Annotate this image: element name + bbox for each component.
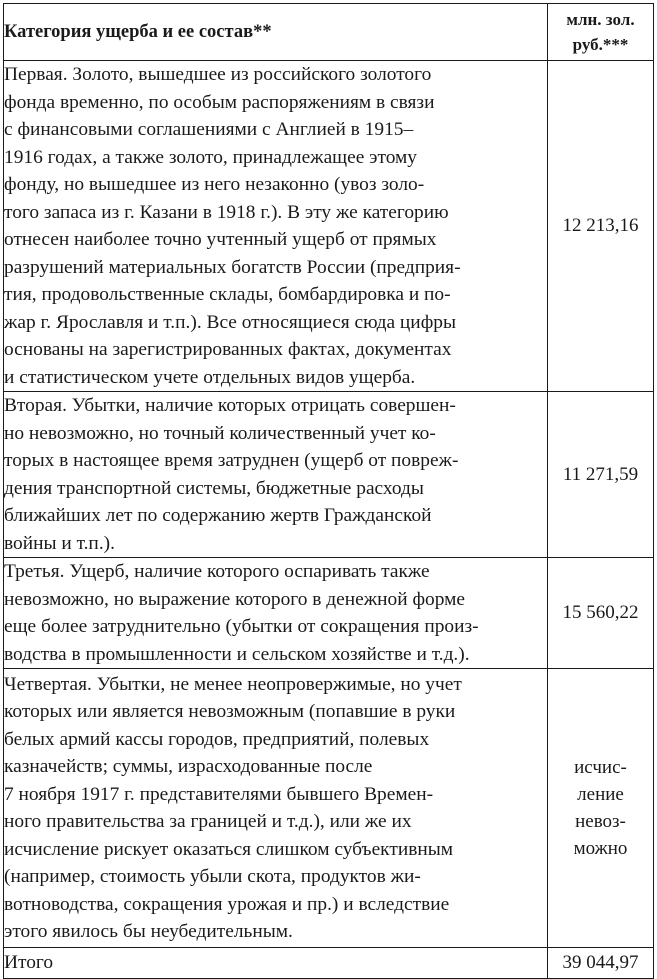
row-value: 12 213,16 xyxy=(548,61,654,392)
table-row xyxy=(4,61,654,392)
table-row xyxy=(4,669,654,948)
header-unit xyxy=(548,4,654,61)
table-row xyxy=(4,558,654,669)
header-unit-text: млн. зол. руб.*** xyxy=(566,10,635,54)
row-description: Первая. Золото, вышедшее из российского золотого фонда временно, по особым распоряжениям в связи с финансовыми соглашениями с Англией в 1915– 1916 годах, а также золото, принадлежащее этому фонду, но вышедшее из него незаконно (увоз золо- того запаса из г. Казани в 1918 г.). В эту же категорию отнесен наиболее точно учтенный ущерб от прямых разрушений материальных богатств России (предприя- тия, продовольственные склады, бомбардировка и по- жар г. Ярославля и т.п.). Все относящиеся сюда цифры основаны на зарегистрированных фактах, документах и статистическом учете отдельных видов ущерба. xyxy=(4,61,548,392)
damage-table xyxy=(3,3,654,979)
row-description: Четвертая. Убытки, не менее неопровержимые, но учет которых или является невозможным (попавшие в руки белых армий кассы городов, предприятий, полевых казначейств; суммы, израсходованные после 7 ноября 1917 г. представителями бывшего Времен- ного правительства за границей и т.д.), или же их исчисление рискует оказаться слишком субъективным (например, стоимость убыли скота, продуктов жи- вотноводства, сокращения урожая и пр.) и вследствие этого явилось бы неубедительным. xyxy=(4,669,548,948)
total-label: Итого xyxy=(4,948,548,979)
row-description: Третья. Ущерб, наличие которого оспаривать также невозможно, но выражение которого в денежной форме еще более затруднительно (убытки от сокращения произ- водства в промышленности и сельском хозяйстве и т.д.). xyxy=(4,558,548,669)
row-value: 15 560,22 xyxy=(548,558,654,669)
row-value: 11 271,59 xyxy=(548,392,654,558)
row-value: исчис- ление невоз- можно xyxy=(548,669,654,948)
row-description: Вторая. Убытки, наличие которых отрицать совершен- но невозможно, но точный количественный учет ко- торых в настоящее время затруднен (ущерб от повреж- дения транспортной системы, бюджетные расходы ближайших лет по содержанию жертв Гражданской войны и т.п.). xyxy=(4,392,548,558)
table-row xyxy=(4,392,654,558)
header-category: Категория ущерба и ее состав** xyxy=(4,4,548,61)
header-row xyxy=(4,4,654,61)
total-row xyxy=(4,948,654,979)
total-value: 39 044,97 xyxy=(548,948,654,979)
